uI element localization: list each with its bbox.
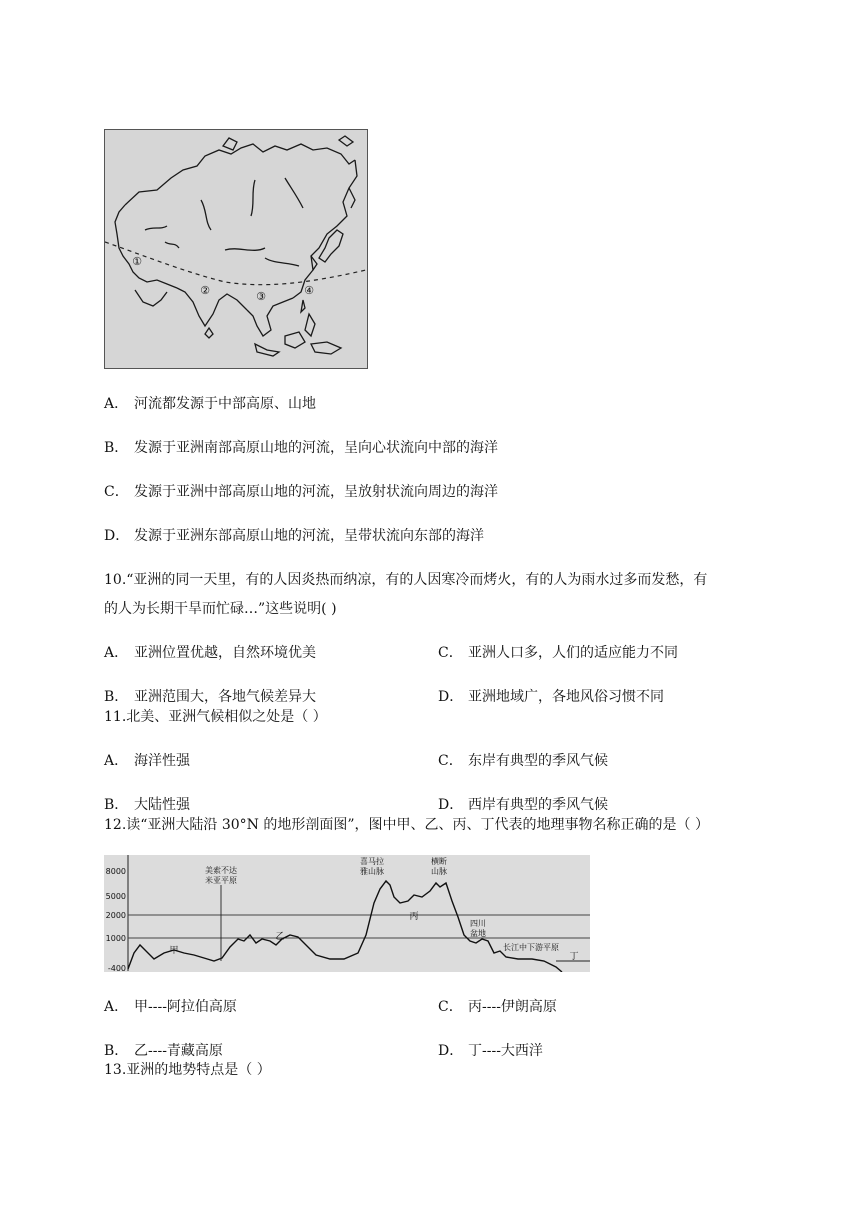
q11-option-b-text: 大陆性强 — [134, 797, 190, 813]
terrain-profile-figure — [104, 855, 590, 972]
profile-label-himalaya-2: 雅山脉 — [360, 867, 384, 876]
q10-option-b-letter: B． — [104, 689, 129, 705]
profile-ytick-minus400: -400 — [107, 964, 126, 972]
profile-label-bing: 丙 — [409, 912, 419, 922]
profile-label-jia: 甲 — [169, 946, 179, 956]
q10-option-d-letter: D． — [438, 689, 464, 705]
q11-option-a[interactable] — [104, 751, 190, 771]
q10-option-d-text: 亚洲地域广，各地风俗习惯不同 — [468, 689, 664, 705]
q10-option-c-text: 亚洲人口多，人们的适应能力不同 — [468, 645, 678, 661]
q9-option-b[interactable] — [104, 438, 498, 458]
q12-option-a[interactable] — [104, 997, 237, 1017]
q10-option-b[interactable] — [104, 687, 316, 707]
q10-option-c[interactable] — [438, 643, 678, 663]
q13-stem: 13.亚洲的地势特点是（ ） — [104, 1062, 271, 1078]
q9-option-d-text: 发源于亚洲东部高原山地的河流，呈带状流向东部的海洋 — [134, 528, 484, 544]
q10-option-c-letter: C． — [438, 645, 463, 661]
q11-option-a-text: 海洋性强 — [134, 753, 190, 769]
q11-option-c[interactable] — [438, 751, 608, 771]
profile-label-yi: 乙 — [275, 932, 285, 942]
q12-option-b-text: 乙----青藏高原 — [134, 1043, 223, 1059]
map-marker-1: ① — [132, 255, 142, 268]
q12-option-c[interactable] — [438, 997, 557, 1017]
q12-option-d[interactable] — [438, 1041, 543, 1061]
q11-option-d-letter: D． — [438, 797, 464, 813]
q9-option-d-letter: D． — [104, 528, 130, 544]
profile-label-mesopotamia-1: 美索不达 — [205, 866, 237, 875]
q11-option-a-letter: A． — [104, 753, 129, 769]
q9-option-b-text: 发源于亚洲南部高原山地的河流，呈向心状流向中部的海洋 — [134, 440, 498, 456]
map-marker-3: ③ — [256, 290, 266, 303]
q11-option-d-text: 西岸有典型的季风气候 — [468, 797, 608, 813]
q10-option-d[interactable] — [438, 687, 664, 707]
q10-option-a-text: 亚洲位置优越，自然环境优美 — [134, 645, 316, 661]
profile-label-hengduan-1: 横断 — [431, 857, 447, 866]
asia-map-figure — [104, 129, 368, 369]
q9-option-c[interactable] — [104, 482, 498, 502]
q10-option-a-letter: A． — [104, 645, 129, 661]
q12-option-a-letter: A． — [104, 999, 129, 1015]
q9-option-b-letter: B． — [104, 440, 129, 456]
q11-option-c-letter: C． — [438, 753, 463, 769]
q12-option-d-letter: D． — [438, 1043, 464, 1059]
q12-option-c-letter: C． — [438, 999, 463, 1015]
q11-option-b-letter: B． — [104, 797, 129, 813]
q12-option-c-text: 丙----伊朗高原 — [468, 999, 557, 1015]
q10-stem-line2: 的人为长期干旱而忙碌…”这些说明( ) — [104, 601, 337, 617]
q9-option-a[interactable] — [104, 394, 316, 414]
terrain-profile-drawing — [104, 855, 590, 972]
map-marker-2: ② — [200, 284, 210, 297]
profile-label-hengduan-2: 山脉 — [431, 867, 447, 876]
q11-stem: 11.北美、亚洲气候相似之处是（ ） — [104, 709, 327, 725]
q12-option-a-text: 甲----阿拉伯高原 — [134, 999, 237, 1015]
map-marker-4: ④ — [304, 284, 314, 297]
q9-option-c-letter: C． — [104, 484, 129, 500]
q11-option-b[interactable] — [104, 795, 190, 815]
q10-stem-line1: 10.“亚洲的同一天里，有的人因炎热而纳凉，有的人因寒冷而烤火，有的人为雨水过多而发愁，有 — [104, 572, 708, 588]
q11-option-c-text: 东岸有典型的季风气候 — [468, 753, 608, 769]
q9-option-c-text: 发源于亚洲中部高原山地的河流，呈放射状流向周边的海洋 — [134, 484, 498, 500]
q9-option-a-text: 河流都发源于中部高原、山地 — [134, 396, 316, 412]
profile-label-sichuan-1: 四川 — [470, 919, 486, 928]
q12-stem: 12.读“亚洲大陆沿 30°N 的地形剖面图”，图中甲、乙、丙、丁代表的地理事物名称正确的是（ ） — [104, 817, 709, 833]
q9-option-a-letter: A． — [104, 396, 129, 412]
q12-option-b-letter: B． — [104, 1043, 129, 1059]
q10-option-b-text: 亚洲范围大，各地气候差异大 — [134, 689, 316, 705]
q11-option-d[interactable] — [438, 795, 608, 815]
profile-label-yangtze: 长江中下游平原 — [503, 943, 559, 952]
profile-label-mesopotamia-2: 米亚平原 — [205, 876, 237, 885]
profile-ytick-5000: 5000 — [105, 892, 126, 901]
profile-ytick-1000: 1000 — [105, 934, 126, 943]
profile-ytick-8000: 8000 — [105, 867, 126, 876]
profile-ytick-2000: 2000 — [105, 911, 126, 920]
asia-map-drawing — [105, 130, 366, 367]
q9-option-d[interactable] — [104, 526, 484, 546]
q10-option-a[interactable] — [104, 643, 316, 663]
profile-label-sichuan-2: 盆地 — [470, 929, 486, 938]
q12-option-d-text: 丁----大西洋 — [468, 1043, 543, 1059]
q12-option-b[interactable] — [104, 1041, 223, 1061]
profile-label-ding: 丁 — [569, 952, 579, 962]
profile-label-himalaya-1: 喜马拉 — [360, 857, 384, 866]
